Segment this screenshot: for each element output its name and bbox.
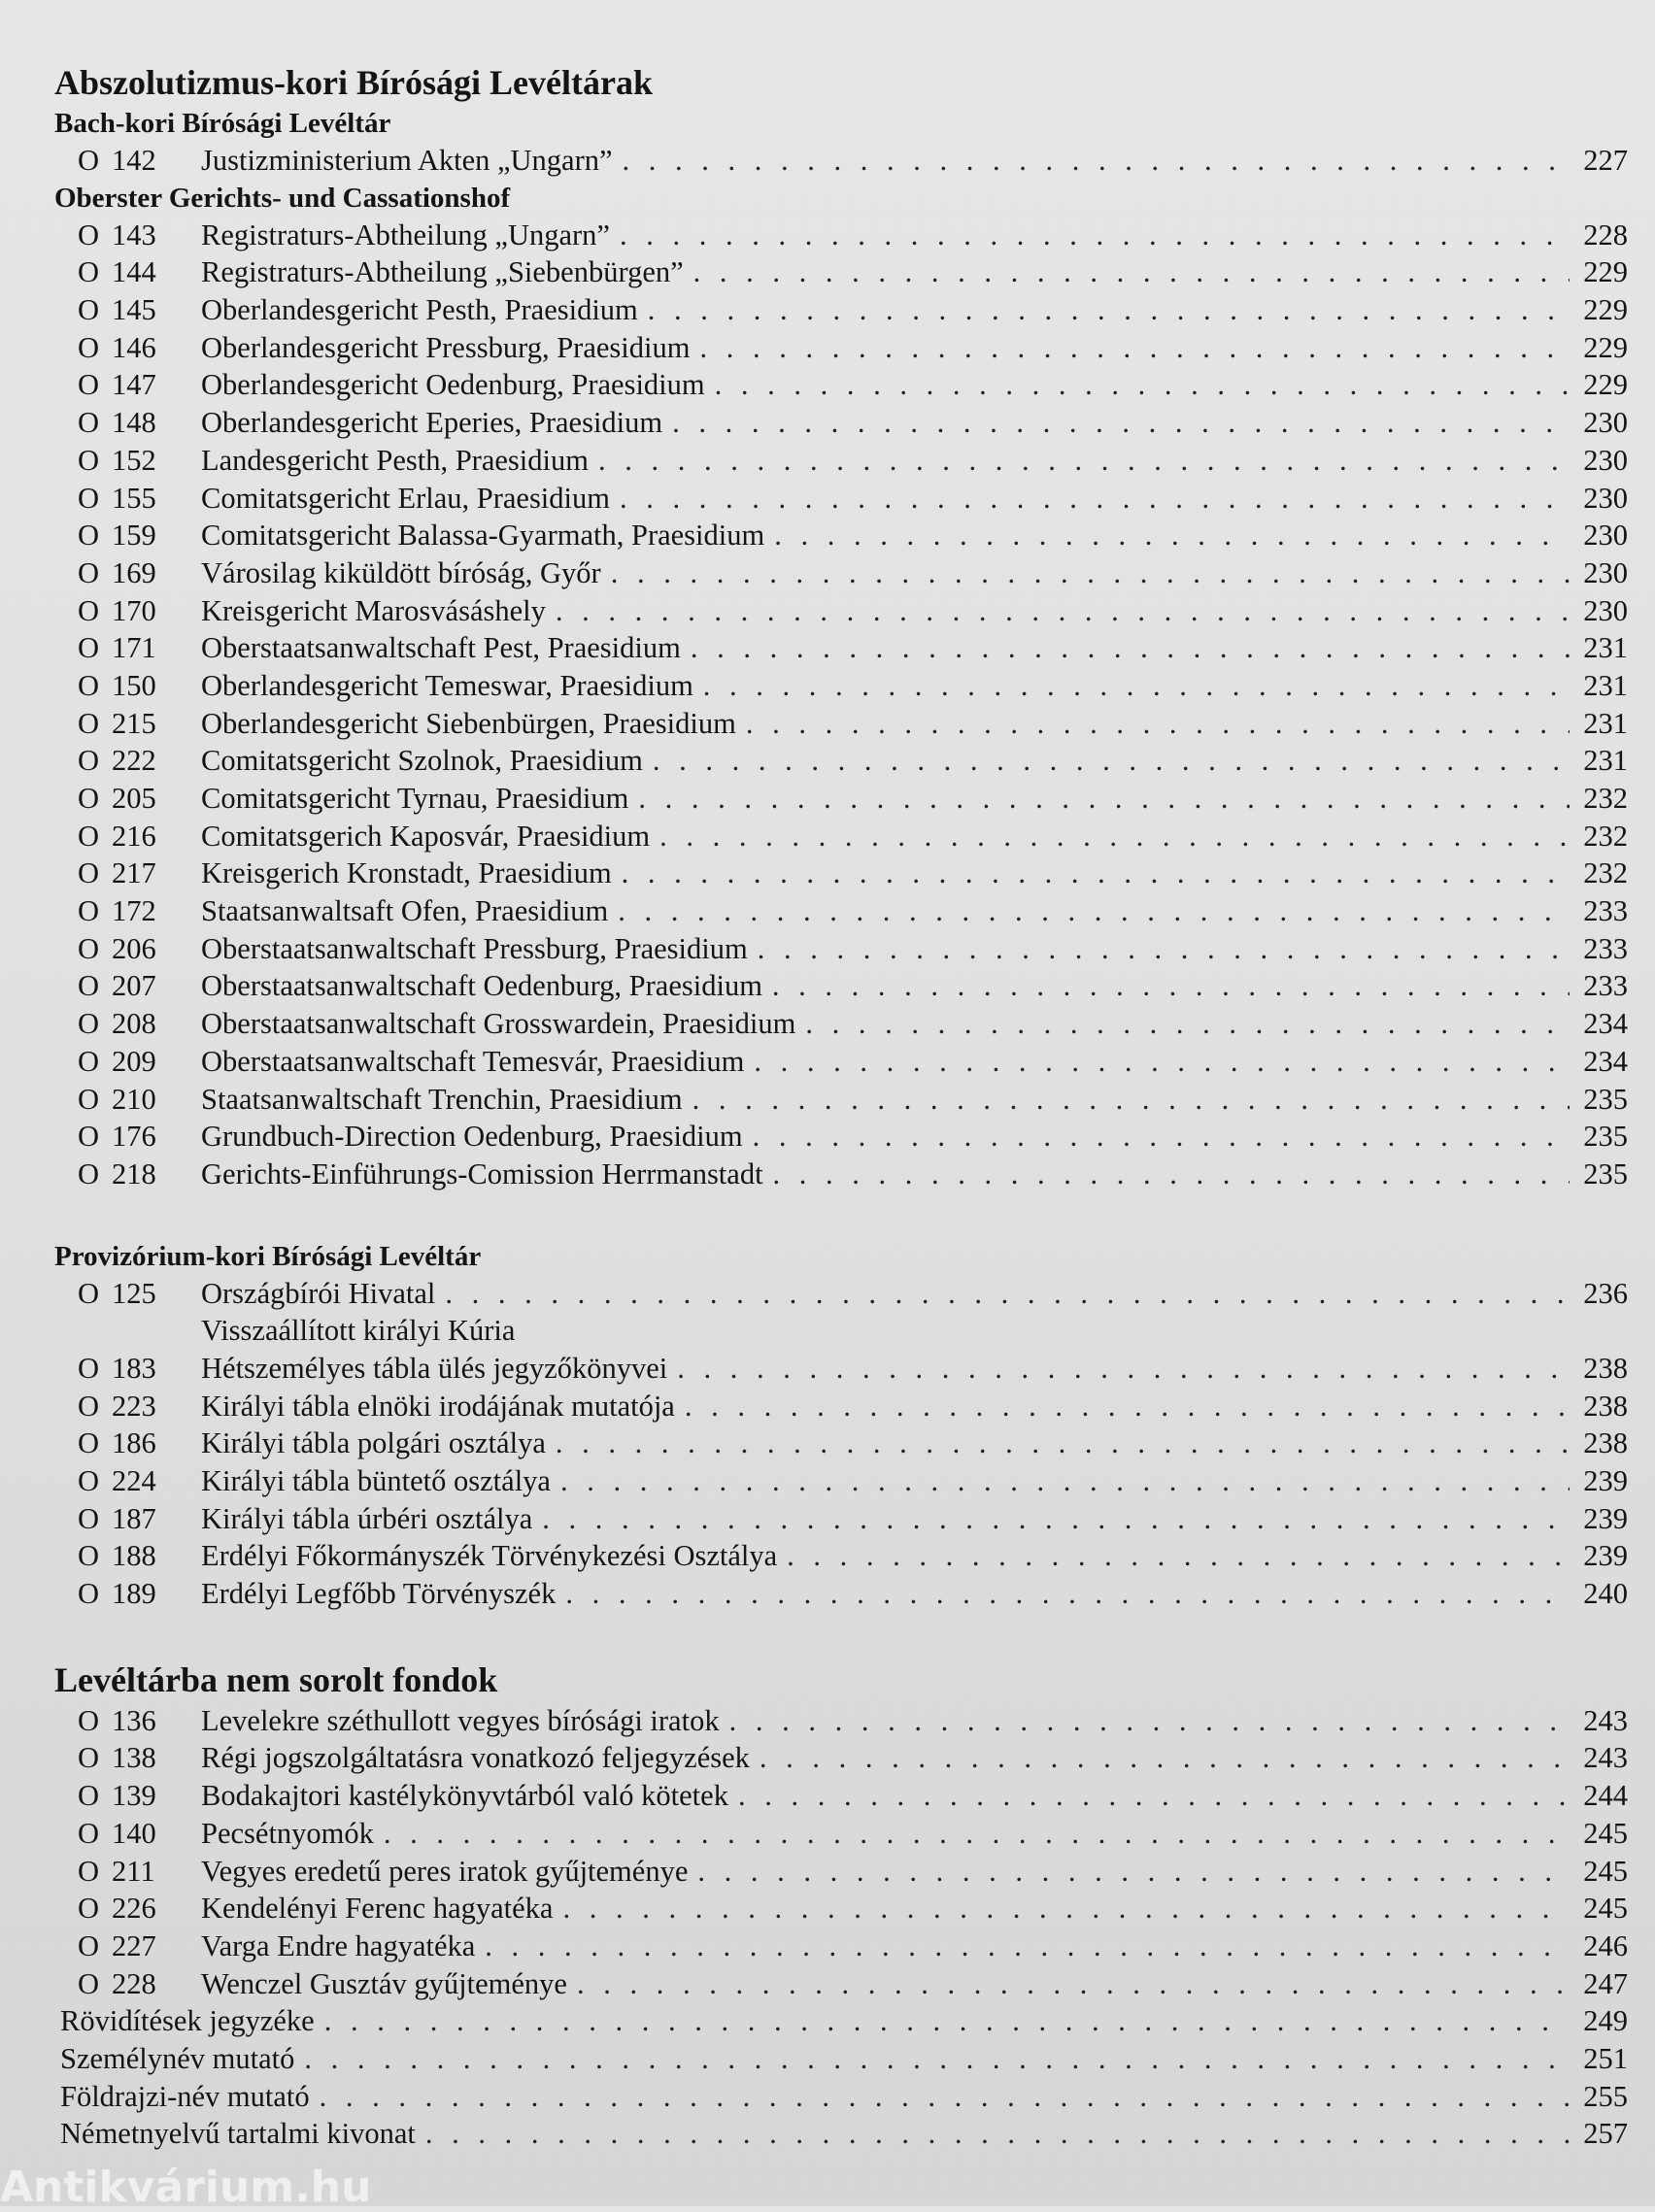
entry-number: 224 <box>112 1464 156 1497</box>
group-subtitle: Provizórium-kori Bírósági Levéltár <box>54 1240 482 1272</box>
entry-title: Comitatsgericht Szolnok, Praesidium <box>201 744 643 778</box>
entry-number: 155 <box>112 481 156 515</box>
entry-page: 233 <box>1583 931 1628 965</box>
leader-dots <box>715 366 1570 404</box>
entry-number: 147 <box>112 368 156 402</box>
toc-entry <box>54 442 1628 480</box>
entry-code: O <box>78 1816 100 1850</box>
toc-entry <box>54 366 1628 404</box>
entry-number: 142 <box>112 144 156 177</box>
entry-title: Kreisgericht Marosvásáshely <box>201 593 546 627</box>
toc-entry <box>54 1312 1628 1350</box>
toc-entry <box>54 480 1628 518</box>
entry-code: O <box>78 1779 100 1813</box>
toc-entry <box>54 1853 1628 1891</box>
entry-number: 222 <box>112 744 156 778</box>
entry-number: 169 <box>112 555 156 589</box>
leader-dots <box>758 930 1570 968</box>
toc-section <box>54 1238 1628 1613</box>
entry-page: 244 <box>1583 1779 1628 1813</box>
entry-page: 245 <box>1583 1892 1628 1926</box>
toc-entry <box>54 1575 1628 1613</box>
toc-entry <box>54 705 1628 743</box>
toc-entry <box>54 667 1628 705</box>
entry-code: O <box>78 293 100 327</box>
entry-page: 233 <box>1583 894 1628 928</box>
entry-title: Rövidítések jegyzéke <box>60 2004 315 2038</box>
entry-number: 145 <box>112 293 156 327</box>
entry-page: 230 <box>1583 481 1628 515</box>
entry-code: O <box>78 1703 100 1737</box>
toc-entry <box>54 1537 1628 1575</box>
entry-number: 170 <box>112 593 156 627</box>
entry-code: O <box>78 1044 100 1078</box>
entry-code: O <box>78 969 100 1003</box>
toc-entry <box>54 517 1628 554</box>
entry-page: 230 <box>1583 406 1628 440</box>
entry-title: Királyi tábla büntető osztálya <box>201 1464 551 1497</box>
leader-dots <box>623 142 1570 180</box>
toc-section <box>54 1658 1628 2003</box>
entry-title: Országbírói Hivatal <box>201 1276 436 1310</box>
entry-code: O <box>78 255 100 289</box>
entry-title: Királyi tábla úrbéri osztálya <box>201 1501 533 1535</box>
entry-number: 144 <box>112 255 156 289</box>
toc-entry <box>54 1462 1628 1500</box>
entry-page: 236 <box>1583 1276 1628 1310</box>
toc-entry <box>54 855 1628 892</box>
entry-code: O <box>78 856 100 890</box>
entry-page: 245 <box>1583 1854 1628 1888</box>
toc-entry <box>54 742 1628 780</box>
entry-number: 146 <box>112 330 156 364</box>
entry-page: 235 <box>1583 1082 1628 1116</box>
entry-page: 239 <box>1583 1464 1628 1497</box>
entry-page: 232 <box>1583 819 1628 853</box>
leader-dots <box>384 1815 1570 1853</box>
entry-number: 138 <box>112 1741 156 1775</box>
entry-title: Levelekre széthullott vegyes bírósági iratok <box>201 1703 720 1737</box>
entry-page: 238 <box>1583 1389 1628 1423</box>
entry-title: Erdélyi Legfőbb Törvényszék <box>201 1577 557 1611</box>
entry-title: Bodakajtori kastélykönyvtárból való kötetek <box>201 1779 728 1813</box>
leader-dots <box>774 517 1570 554</box>
leader-dots <box>562 1890 1570 1927</box>
leader-dots <box>677 1350 1570 1388</box>
entry-number: 140 <box>112 1816 156 1850</box>
entry-code: O <box>78 330 100 364</box>
entry-number: 216 <box>112 819 156 853</box>
leader-dots <box>691 629 1570 667</box>
leader-dots <box>304 2040 1570 2078</box>
entry-number: 207 <box>112 969 156 1003</box>
leader-dots <box>620 480 1570 518</box>
entry-code: O <box>78 1389 100 1423</box>
entry-page: 229 <box>1583 330 1628 364</box>
toc-entry <box>54 1890 1628 1927</box>
entry-code: O <box>78 744 100 778</box>
entry-code: O <box>78 706 100 740</box>
toc-entry <box>54 1927 1628 1965</box>
leader-dots <box>577 1965 1570 2003</box>
entry-code: O <box>78 1966 100 2000</box>
entry-code: O <box>78 1539 100 1573</box>
entry-title: Oberlandesgericht Temeswar, Praesidium <box>201 668 693 702</box>
leader-dots <box>445 1275 1570 1313</box>
entry-title: Registraturs-Abtheilung „Ungarn” <box>201 218 610 251</box>
entry-title: Gerichts-Einführungs-Comission Herrmanstadt <box>201 1156 763 1190</box>
entry-page: 238 <box>1583 1351 1628 1385</box>
leader-dots <box>699 329 1570 367</box>
toc-entry <box>54 1777 1628 1815</box>
entry-number: 176 <box>112 1120 156 1154</box>
toc-entry <box>54 892 1628 930</box>
entry-title: Oberlandesgericht Pesth, Praesidium <box>201 293 638 327</box>
entry-code: O <box>78 218 100 251</box>
entry-code: O <box>78 1892 100 1926</box>
entry-code: O <box>78 519 100 553</box>
appendix-list <box>54 2002 1628 2153</box>
entry-code: O <box>78 1577 100 1611</box>
toc-entry <box>54 554 1628 592</box>
entry-code: O <box>78 1120 100 1154</box>
entry-number: 186 <box>112 1426 156 1460</box>
entry-page: 231 <box>1583 744 1628 778</box>
entry-title: Comitatsgericht Tyrnau, Praesidium <box>201 782 629 815</box>
entry-code: O <box>78 1501 100 1535</box>
group-subtitle: Oberster Gerichts- und Cassationshof <box>54 182 511 214</box>
entry-title: Oberlandesgericht Oedenburg, Praesidium <box>201 368 705 402</box>
leader-dots <box>772 967 1570 1005</box>
entry-title: Oberstaatsanwaltschaft Pest, Praesidium <box>201 631 681 665</box>
toc-entry <box>54 2002 1628 2040</box>
leader-dots <box>565 1575 1570 1613</box>
entry-title: Régi jogszolgáltatásra vonatkozó feljegyzések <box>201 1741 750 1775</box>
entry-title: Visszaállított királyi Kúria <box>201 1314 516 1348</box>
entry-page: 229 <box>1583 255 1628 289</box>
entry-page: 245 <box>1583 1816 1628 1850</box>
toc-entry <box>54 2078 1628 2116</box>
leader-dots <box>638 780 1570 818</box>
leader-dots <box>703 667 1570 705</box>
leader-dots <box>659 818 1570 855</box>
leader-dots <box>685 1388 1570 1425</box>
entry-title: Földrajzi-név mutató <box>60 2079 310 2113</box>
entry-page: 240 <box>1583 1577 1628 1611</box>
entry-page: 229 <box>1583 368 1628 402</box>
entry-code: O <box>78 931 100 965</box>
toc-entry <box>54 2040 1628 2078</box>
entry-page: 231 <box>1583 631 1628 665</box>
entry-code: O <box>78 1426 100 1460</box>
entry-page: 239 <box>1583 1501 1628 1535</box>
entry-page: 232 <box>1583 856 1628 890</box>
toc-entry <box>54 1350 1628 1388</box>
leader-dots <box>738 1777 1570 1815</box>
entry-number: 226 <box>112 1892 156 1926</box>
leader-dots <box>753 1118 1570 1156</box>
entry-number: 227 <box>112 1928 156 1962</box>
leader-dots <box>324 2002 1570 2040</box>
toc-entry <box>54 780 1628 818</box>
section-title: Abszolutizmus-kori Bírósági Levéltárak <box>54 63 653 102</box>
entry-number: 150 <box>112 668 156 702</box>
leader-dots <box>620 217 1570 254</box>
entry-code: O <box>78 1082 100 1116</box>
toc-entry <box>54 404 1628 442</box>
leader-dots <box>805 1005 1570 1043</box>
entry-title: Hétszemélyes tábla ülés jegyzőkönyvei <box>201 1351 668 1385</box>
entry-page: 227 <box>1583 144 1628 177</box>
entry-number: 215 <box>112 706 156 740</box>
leader-dots <box>560 1462 1570 1500</box>
toc-entry <box>54 967 1628 1005</box>
leader-dots <box>425 2115 1570 2153</box>
entry-page: 230 <box>1583 555 1628 589</box>
entry-title: Vegyes eredetű peres iratok gyűjteménye <box>201 1854 689 1888</box>
entry-title: Személynév mutató <box>60 2041 295 2075</box>
entry-title: Registraturs-Abtheilung „Siebenbürgen” <box>201 255 684 289</box>
entry-page: 228 <box>1583 218 1628 251</box>
entry-number: 171 <box>112 631 156 665</box>
entry-code: O <box>78 894 100 928</box>
leader-dots <box>648 291 1570 329</box>
entry-page: 230 <box>1583 443 1628 477</box>
leader-dots <box>760 1739 1570 1777</box>
entry-code: O <box>78 1351 100 1385</box>
toc-entry <box>54 1043 1628 1081</box>
entry-code: O <box>78 144 100 177</box>
leader-dots <box>556 592 1570 630</box>
toc-entry <box>54 1815 1628 1853</box>
toc-entry <box>54 592 1628 630</box>
toc-entry <box>54 1388 1628 1425</box>
entry-title: Oberlandesgericht Pressburg, Praesidium <box>201 330 691 364</box>
entry-title: Staatsanwaltsaft Ofen, Praesidium <box>201 894 609 928</box>
entry-number: 187 <box>112 1501 156 1535</box>
entry-code: O <box>78 593 100 627</box>
leader-dots <box>672 404 1570 442</box>
entry-title: Oberstaatsanwaltschaft Oedenburg, Praesidium <box>201 969 762 1003</box>
entry-title: Justizministerium Akten „Ungarn” <box>201 144 613 177</box>
entry-title: Németnyelvű tartalmi kivonat <box>60 2117 416 2151</box>
table-of-contents <box>54 60 1628 2177</box>
entry-number: 211 <box>112 1854 155 1888</box>
leader-dots <box>787 1537 1570 1575</box>
entry-title: Városilag kiküldött bíróság, Győr <box>201 555 601 589</box>
entry-code: O <box>78 1007 100 1041</box>
entry-code: O <box>78 368 100 402</box>
leader-dots <box>729 1702 1570 1740</box>
leader-dots <box>320 2078 1570 2116</box>
toc-entry <box>54 253 1628 291</box>
entry-page: 230 <box>1583 519 1628 553</box>
entry-page: 231 <box>1583 668 1628 702</box>
entry-page: 238 <box>1583 1426 1628 1460</box>
leader-dots <box>611 554 1570 592</box>
toc-entry <box>54 1424 1628 1462</box>
entry-page: 243 <box>1583 1703 1628 1737</box>
entry-page: 234 <box>1583 1007 1628 1041</box>
entry-page: 232 <box>1583 782 1628 815</box>
entry-page: 233 <box>1583 969 1628 1003</box>
toc-entry <box>54 329 1628 367</box>
leader-dots <box>754 1043 1570 1081</box>
entry-number: 209 <box>112 1044 156 1078</box>
entry-title: Oberlandesgericht Eperies, Praesidium <box>201 406 663 440</box>
entry-number: 125 <box>112 1276 156 1310</box>
toc-entry <box>54 629 1628 667</box>
leader-dots <box>622 855 1570 892</box>
entry-page: 249 <box>1583 2004 1628 2038</box>
toc-entry <box>54 1702 1628 1740</box>
toc-entry <box>54 2115 1628 2153</box>
group-subtitle: Bach-kori Bírósági Levéltár <box>54 108 391 139</box>
entry-number: 136 <box>112 1703 156 1737</box>
entry-page: 229 <box>1583 293 1628 327</box>
entry-code: O <box>78 631 100 665</box>
entry-title: Grundbuch-Direction Oedenburg, Praesidium <box>201 1120 743 1154</box>
entry-title: Oberstaatsanwaltschaft Grosswardein, Praesidium <box>201 1007 796 1041</box>
entry-number: 228 <box>112 1966 156 2000</box>
leader-dots <box>773 1156 1570 1193</box>
entry-code: O <box>78 443 100 477</box>
entry-code: O <box>78 1854 100 1888</box>
toc-entry <box>54 1156 1628 1193</box>
entry-page: 257 <box>1583 2117 1628 2151</box>
entry-page: 243 <box>1583 1741 1628 1775</box>
entry-page: 235 <box>1583 1120 1628 1154</box>
entry-title: Comitatsgericht Balassa-Gyarmath, Praesidium <box>201 519 765 553</box>
entry-number: 152 <box>112 443 156 477</box>
entry-number: 172 <box>112 894 156 928</box>
entry-page: 231 <box>1583 706 1628 740</box>
entry-code: O <box>78 481 100 515</box>
toc-entry <box>54 1081 1628 1119</box>
leader-dots <box>746 705 1570 743</box>
entry-page: 234 <box>1583 1044 1628 1078</box>
toc-entry <box>54 1500 1628 1538</box>
leader-dots <box>598 442 1570 480</box>
entry-page: 251 <box>1583 2041 1628 2075</box>
entry-code: O <box>78 555 100 589</box>
entry-number: 143 <box>112 218 156 251</box>
entry-title: Királyi tábla polgári osztálya <box>201 1426 546 1460</box>
leader-dots <box>653 742 1570 780</box>
leader-dots <box>693 253 1570 291</box>
leader-dots <box>542 1500 1570 1538</box>
entry-title: Staatsanwaltschaft Trenchin, Praesidium <box>201 1082 683 1116</box>
entry-title: Pecsétnyomók <box>201 1816 374 1850</box>
entry-code: O <box>78 1464 100 1497</box>
leader-dots <box>692 1081 1570 1119</box>
entry-title: Landesgericht Pesth, Praesidium <box>201 443 589 477</box>
entry-title: Wenczel Gusztáv gyűjteménye <box>201 1966 567 2000</box>
entry-title: Erdélyi Főkormányszék Törvénykezési Osztálya <box>201 1539 778 1573</box>
toc-entry <box>54 930 1628 968</box>
entry-title: Oberstaatsanwaltschaft Temesvár, Praesidium <box>201 1044 745 1078</box>
section-title: Levéltárba nem sorolt fondok <box>54 1659 498 1699</box>
entry-code: O <box>78 1741 100 1775</box>
toc-entry <box>54 1739 1628 1777</box>
entry-title: Királyi tábla elnöki irodájának mutatója <box>201 1389 675 1423</box>
entry-number: 218 <box>112 1156 156 1190</box>
entry-number: 223 <box>112 1389 156 1423</box>
entry-number: 208 <box>112 1007 156 1041</box>
entry-title: Kendelényi Ferenc hagyatéka <box>201 1892 554 1926</box>
toc-entry <box>54 818 1628 855</box>
entry-number: 189 <box>112 1577 156 1611</box>
leader-dots <box>485 1927 1570 1965</box>
entry-title: Comitatsgericht Erlau, Praesidium <box>201 481 610 515</box>
entry-code: O <box>78 1928 100 1962</box>
toc-entry <box>54 291 1628 329</box>
toc-entry <box>54 217 1628 254</box>
entry-number: 206 <box>112 931 156 965</box>
entry-code: O <box>78 1276 100 1310</box>
entry-title: Comitatsgerich Kaposvár, Praesidium <box>201 819 651 853</box>
entry-number: 148 <box>112 406 156 440</box>
entry-page: 246 <box>1583 1928 1628 1962</box>
entry-code: O <box>78 406 100 440</box>
watermark: Antikvárium.hu <box>0 2162 372 2212</box>
entry-number: 183 <box>112 1351 156 1385</box>
entry-number: 159 <box>112 519 156 553</box>
entry-number: 139 <box>112 1779 156 1813</box>
toc-section <box>54 60 1628 1193</box>
entry-code: O <box>78 1156 100 1190</box>
toc-entry <box>54 142 1628 180</box>
leader-dots <box>618 892 1570 930</box>
toc-entry <box>54 1965 1628 2003</box>
entry-page: 255 <box>1583 2079 1628 2113</box>
leader-dots <box>556 1424 1570 1462</box>
leader-dots <box>697 1853 1570 1891</box>
entry-number: 188 <box>112 1539 156 1573</box>
entry-code: O <box>78 819 100 853</box>
entry-page: 235 <box>1583 1156 1628 1190</box>
toc-entry <box>54 1118 1628 1156</box>
entry-code: O <box>78 782 100 815</box>
entry-title: Varga Endre hagyatéka <box>201 1928 476 1962</box>
toc-entry <box>54 1005 1628 1043</box>
entry-page: 247 <box>1583 1966 1628 2000</box>
entry-title: Kreisgerich Kronstadt, Praesidium <box>201 856 612 890</box>
entry-page: 230 <box>1583 593 1628 627</box>
entry-number: 217 <box>112 856 156 890</box>
entry-title: Oberlandesgericht Siebenbürgen, Praesidium <box>201 706 736 740</box>
entry-page: 239 <box>1583 1539 1628 1573</box>
entry-number: 205 <box>112 782 156 815</box>
toc-entry <box>54 1275 1628 1313</box>
entry-title: Oberstaatsanwaltschaft Pressburg, Praesidium <box>201 931 748 965</box>
entry-code: O <box>78 668 100 702</box>
entry-number: 210 <box>112 1082 156 1116</box>
